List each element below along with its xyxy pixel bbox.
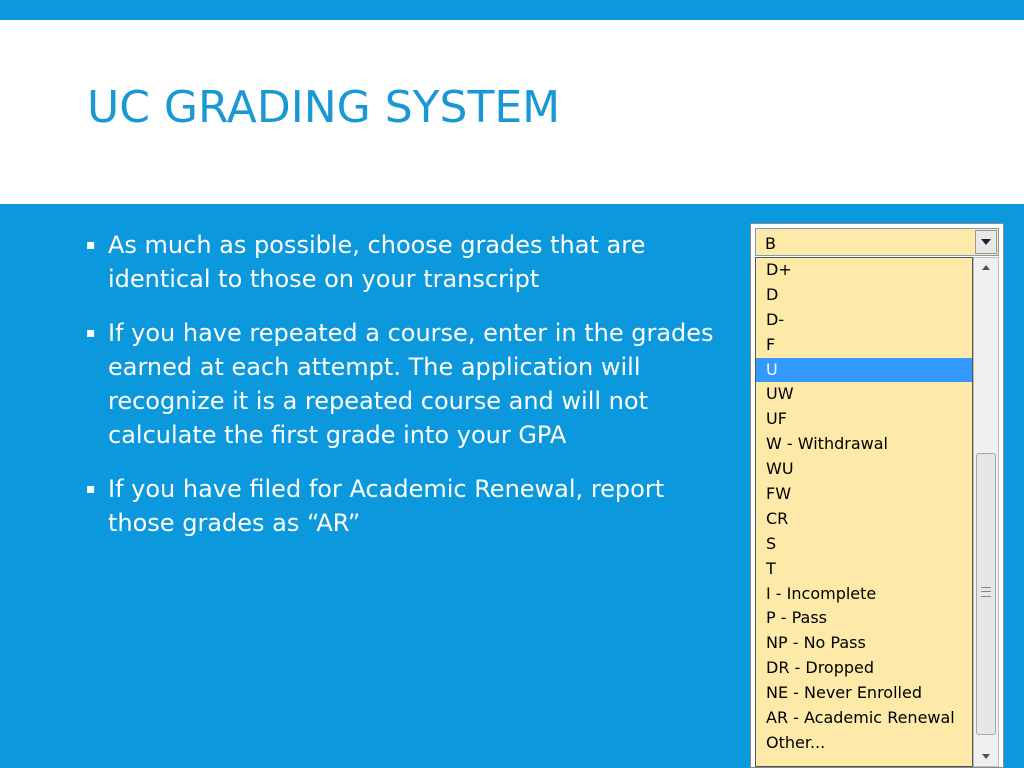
bullet-item [86, 316, 726, 452]
bullet-text: As much as possible, choose grades that are identical to those on your transcript [108, 231, 646, 293]
scrollbar-thumb[interactable] [976, 453, 996, 735]
bullet-marker: ▪ [86, 325, 96, 341]
grip-icon [981, 587, 991, 597]
bullet-item [86, 472, 726, 540]
grade-option[interactable]: Other... [766, 732, 826, 752]
grade-option[interactable]: NE - Never Enrolled [766, 683, 922, 703]
list-scrollbar[interactable] [973, 257, 999, 767]
bullet-marker: ▪ [86, 237, 96, 253]
grade-dropdown-screenshot [750, 223, 1004, 768]
grade-option[interactable]: U [756, 358, 972, 383]
grade-option[interactable]: UF [766, 409, 787, 429]
scroll-down-icon[interactable] [974, 746, 998, 766]
grade-select[interactable] [755, 228, 999, 256]
grade-option[interactable]: T [766, 558, 776, 578]
bullet-item [86, 228, 726, 296]
grade-option[interactable]: DR - Dropped [766, 658, 875, 678]
grade-option[interactable]: D [766, 284, 779, 304]
grade-option[interactable]: D- [766, 309, 785, 329]
grade-options-list [755, 257, 973, 767]
chevron-down-icon[interactable] [975, 230, 997, 254]
grade-option[interactable]: P - Pass [766, 608, 827, 628]
grade-option[interactable]: CR [766, 508, 789, 528]
bullet-text: If you have repeated a course, enter in the grades earned at each attempt. The application will recognize it is a repeated course and will not calculate the first grade into your GPA [108, 319, 714, 449]
top-accent-band [0, 0, 1024, 20]
grade-option[interactable]: I - Incomplete [766, 583, 877, 603]
grade-option[interactable]: W - Withdrawal [766, 434, 888, 454]
grade-select-value: B [765, 234, 776, 253]
bullet-text: If you have filed for Academic Renewal, report those grades as “AR” [108, 475, 665, 537]
slide-title: UC GRADING SYSTEM [87, 82, 561, 133]
bullet-list [86, 228, 726, 560]
grade-option[interactable]: WU [766, 459, 794, 479]
scroll-up-icon[interactable] [974, 258, 998, 278]
grade-option[interactable]: F [766, 334, 776, 354]
grade-option[interactable]: FW [766, 484, 792, 504]
grade-option[interactable]: AR - Academic Renewal [766, 708, 955, 728]
bullet-marker: ▪ [86, 481, 96, 497]
grade-option[interactable]: UW [766, 384, 794, 404]
grade-option[interactable]: S [766, 533, 777, 553]
grade-option[interactable]: NP - No Pass [766, 633, 866, 653]
grade-option[interactable]: D+ [766, 260, 792, 279]
